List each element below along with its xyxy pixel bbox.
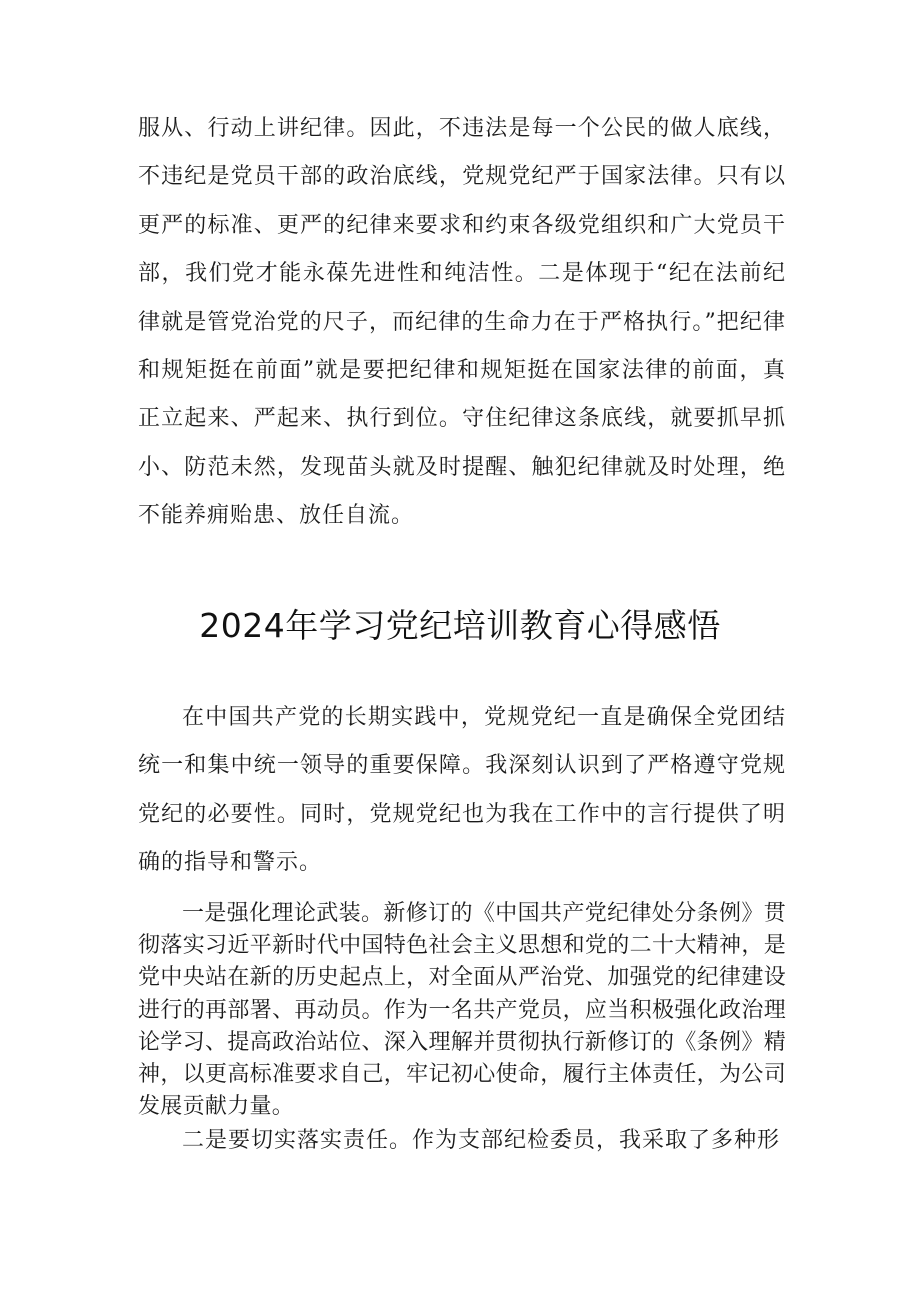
paragraph-intro: 在中国共产党的长期实践中，党规党纪一直是确保全党团结统一和集中统一领导的重要保障。我深刻认识到了严格遵守党规党纪的必要性。同时，党规党纪也为我在工作中的言行提供了明确的指导和警示。 — [138, 705, 786, 876]
paragraph-point-two: 二是要切实落实责任。作为支部纪检委员，我采取了多种形 — [182, 1128, 781, 1153]
paragraph-continued: 服从、行动上讲纪律。因此，不违法是每一个公民的做人底线，不违纪是党员干部的政治底线，党规党纪严于国家法律。只有以更严的标准、更严的纪律来要求和约束各级党组织和广大党员干部，我们党才能永葆先进性和纯洁性。二是体现于“纪在法前纪律就是管党治党的尺子，而纪律的生命力在于严格执行。”把纪律和规矩挺在前面”就是要把纪律和规矩挺在国家法律的前面，真正立起来、严起来、执行到位。守住纪律这条底线，就要抓早抓小、防范未然，发现苗头就及时提醒、触犯纪律就及时处理，绝不能养痈贻患、放任自流。 — [138, 116, 786, 529]
document-title: 2024年学习党纪培训教育心得感悟 — [199, 606, 721, 645]
paragraph-point-one: 一是强化理论武装。新修订的《中国共产党纪律处分条例》贯彻落实习近平新时代中国特色社会主义思想和党的二十大精神，是党中央站在新的历史起点上，对全面从严治党、加强党的纪律建设进行的再部署、再动员。作为一名共产党员，应当积极强化政治理论学习、提高政治站位、深入理解并贯彻执行新修订的《条例》精神，以更高标准要求自己，牢记初心使命，履行主体责任，为公司发展贡献力量。 — [138, 901, 786, 1120]
